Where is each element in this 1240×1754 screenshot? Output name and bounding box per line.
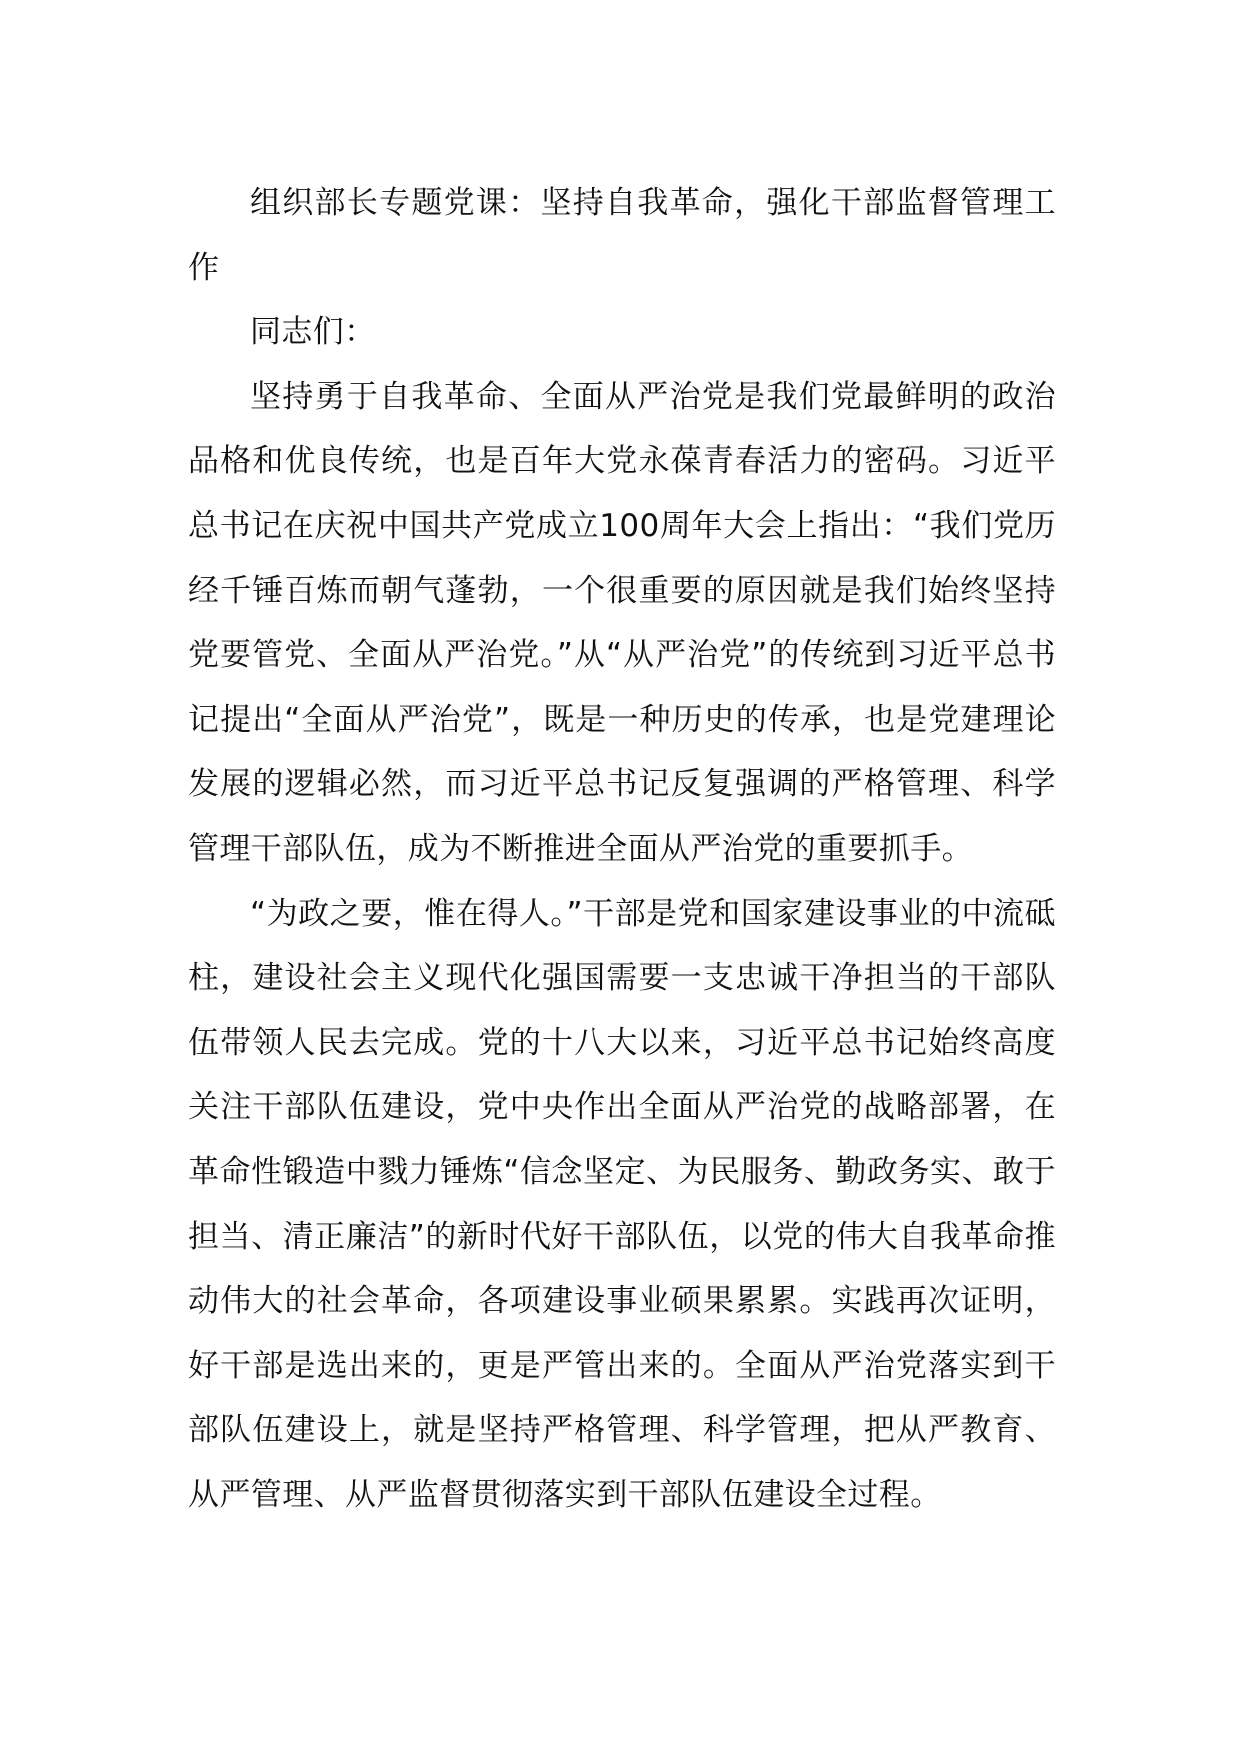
document-body [188,171,1056,1527]
paragraph-2: “为政之要，惟在得人。”干部是党和国家建设事业的中流砥柱，建设社会主义现代化强国需要一支忠诚干净担当的干部队伍带领人民去完成。党的十八大以来，习近平总书记始终高度关注干部队伍建设，党中央作出全面从严治党的战略部署，在革命性锻造中戮力锤炼“信念坚定、为民服务、勤政务实、敢于担当、清正廉洁”的新时代好干部队伍，以党的伟大自我革命推动伟大的社会革命，各项建设事业硕果累累。实践再次证明，好干部是选出来的，更是严管出来的。全面从严治党落实到干部队伍建设上，就是坚持严格管理、科学管理，把从严教育、从严管理、从严监督贯彻落实到干部队伍建设全过程。 [188,895,1056,1513]
salutation: 同志们： [250,314,376,351]
document-title: 组织部长专题党课：坚持自我革命，强化干部监督管理工作 [188,185,1056,286]
paragraph-1: 坚持勇于自我革命、全面从严治党是我们党最鲜明的政治品格和优良传统，也是百年大党永葆青春活力的密码。习近平总书记在庆祝中国共产党成立100周年大会上指出：“我们党历经千锤百炼而朝气蓬勃，一个很重要的原因就是我们始终坚持党要管党、全面从严治党。”从“从严治党”的传统到习近平总书记提出“全面从严治党”，既是一种历史的传承，也是党建理论发展的逻辑必然，而习近平总书记反复强调的严格管理、科学管理干部队伍，成为不断推进全面从严治党的重要抓手。 [188,378,1056,867]
